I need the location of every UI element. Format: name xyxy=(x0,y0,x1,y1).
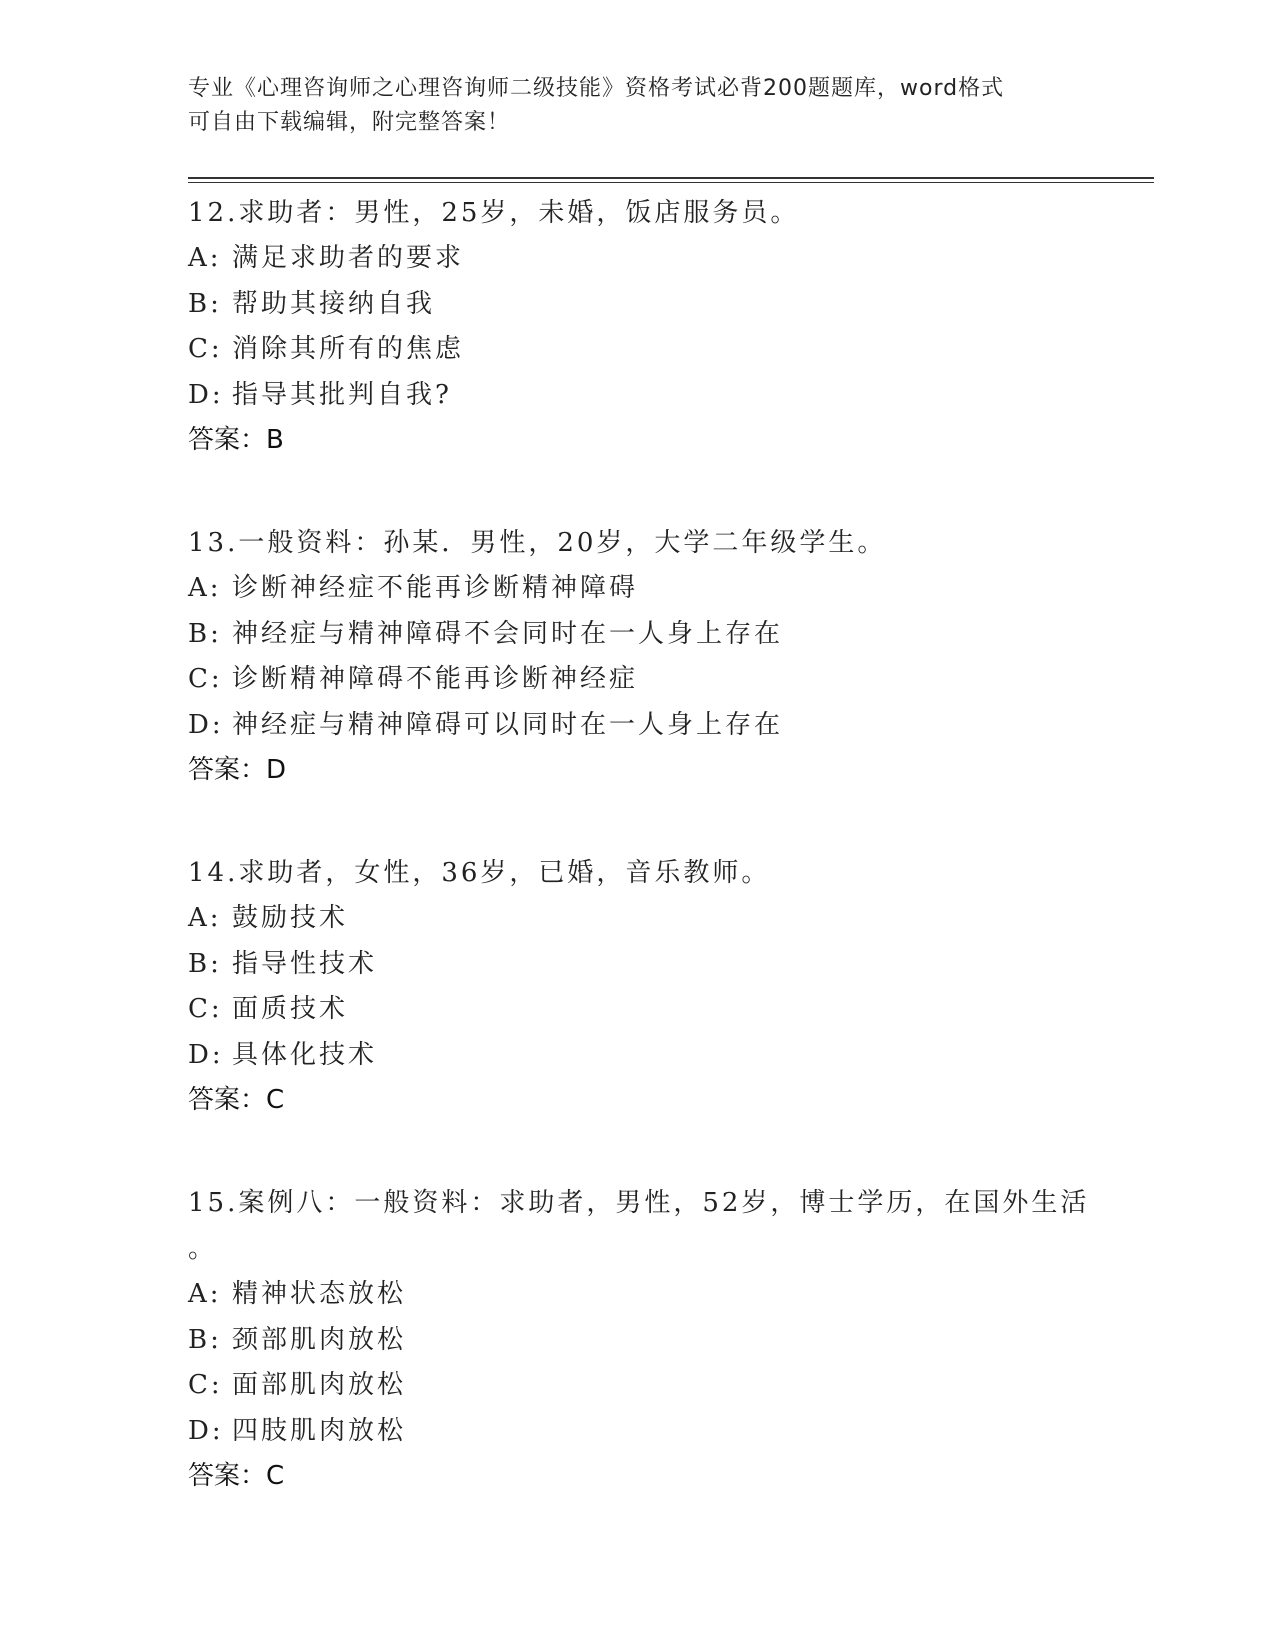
option-d xyxy=(188,1033,1148,1079)
question-14 xyxy=(188,850,1148,1123)
answer-line: 答案：C xyxy=(188,1085,285,1115)
option-text: 指导性技术 xyxy=(232,948,378,979)
header-line-2: 可自由下载编辑，附完整答案！ xyxy=(188,110,511,135)
option-letter: C: xyxy=(188,1370,223,1400)
option-b xyxy=(188,1318,1148,1364)
question-stem-continuation: 。 xyxy=(188,1234,215,1264)
option-text: 精神状态放松 xyxy=(232,1279,407,1309)
option-letter: A: xyxy=(188,573,222,603)
option-letter: A: xyxy=(188,1279,222,1309)
option-text: 神经症与精神障碍可以同时在一人身上存在 xyxy=(232,709,784,740)
answer-line: 答案：D xyxy=(188,755,287,785)
option-letter: A: xyxy=(188,243,222,273)
option-c xyxy=(188,657,1148,703)
option-text: 颈部肌肉放松 xyxy=(232,1324,407,1355)
question-stem: 15.案例八：一般资料：求助者，男性，52岁，博士学历，在国外生活 xyxy=(188,1188,1090,1218)
option-text: 消除其所有的焦虑 xyxy=(232,334,465,364)
option-letter: B: xyxy=(188,288,222,319)
option-letter: C: xyxy=(188,994,223,1024)
question-13 xyxy=(188,520,1148,793)
option-letter: B: xyxy=(188,1324,222,1355)
option-text: 面部肌肉放松 xyxy=(232,1370,407,1400)
option-letter: D: xyxy=(188,1039,224,1070)
option-text: 满足求助者的要求 xyxy=(232,243,465,273)
question-stem: 13.一般资料：孙某．男性，20岁，大学二年级学生。 xyxy=(188,528,887,558)
option-letter: D: xyxy=(188,709,224,740)
option-d xyxy=(188,373,1148,419)
answer-line: 答案：B xyxy=(188,425,284,455)
option-c xyxy=(188,1363,1148,1409)
option-text: 帮助其接纳自我 xyxy=(232,288,436,319)
option-a xyxy=(188,236,1148,282)
option-c xyxy=(188,987,1148,1033)
option-letter: C: xyxy=(188,664,223,694)
option-a xyxy=(188,1272,1148,1318)
option-letter: A: xyxy=(188,903,222,933)
option-a xyxy=(188,566,1148,612)
option-b xyxy=(188,612,1148,658)
option-text: 四肢肌肉放松 xyxy=(232,1415,407,1446)
option-letter: C: xyxy=(188,334,223,364)
option-a xyxy=(188,896,1148,942)
option-text: 具体化技术 xyxy=(232,1039,378,1070)
option-letter: D: xyxy=(188,1415,224,1446)
option-text: 面质技术 xyxy=(232,994,349,1024)
option-letter: B: xyxy=(188,618,222,649)
option-b xyxy=(188,282,1148,328)
question-stem: 12.求助者：男性，25岁，未婚，饭店服务员。 xyxy=(188,198,800,228)
option-text: 诊断神经症不能再诊断精神障碍 xyxy=(232,573,639,603)
option-text: 指导其批判自我? xyxy=(232,379,452,410)
option-d xyxy=(188,1409,1148,1455)
question-stem: 14.求助者，女性，36岁，已婚，音乐教师。 xyxy=(188,858,771,888)
question-15 xyxy=(188,1180,1148,1499)
option-letter: B: xyxy=(188,948,222,979)
answer-line: 答案：C xyxy=(188,1461,285,1491)
header-line-1: 专业《心理咨询师之心理咨询师二级技能》资格考试必背200题题库，word格式 xyxy=(188,76,1005,101)
option-text: 鼓励技术 xyxy=(232,903,349,933)
header-divider-thin xyxy=(188,182,1154,183)
header-divider-thick xyxy=(188,177,1154,179)
document-header xyxy=(188,72,1088,140)
question-list xyxy=(188,190,1148,1556)
option-text: 诊断精神障碍不能再诊断神经症 xyxy=(232,664,639,694)
option-text: 神经症与精神障碍不会同时在一人身上存在 xyxy=(232,618,784,649)
option-d xyxy=(188,703,1148,749)
option-b xyxy=(188,942,1148,988)
option-c xyxy=(188,327,1148,373)
question-12 xyxy=(188,190,1148,463)
option-letter: D: xyxy=(188,379,224,410)
